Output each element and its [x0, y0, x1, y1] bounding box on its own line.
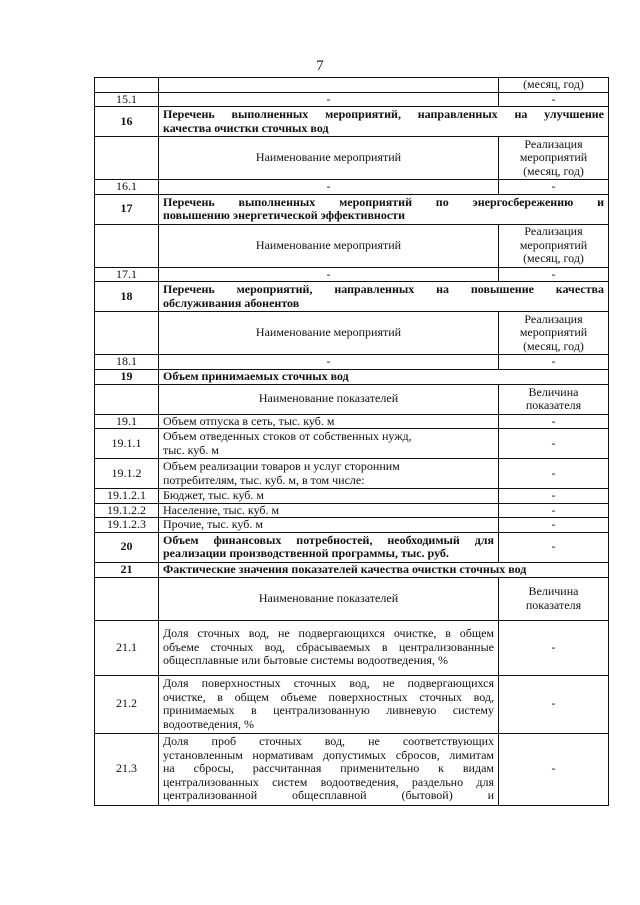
value-cell: -: [499, 267, 609, 282]
section-number: 16: [95, 107, 159, 137]
section-number: 20: [95, 532, 159, 562]
indicator-name: Доля поверхностных сточных вод, не подвергающихся очистке, в общем объеме поверхностных сточных вод, принимаемых в централизованную ливневую систему водоотведения, %: [159, 675, 499, 733]
section-header-row: [95, 562, 609, 577]
value-cell: -: [159, 180, 499, 195]
page-number: 7: [316, 58, 324, 74]
row-number: 18.1: [95, 355, 159, 370]
indicator-name: Бюджет, тыс. куб. м: [159, 489, 499, 504]
value-cell: -: [159, 267, 499, 282]
table-row: [95, 429, 609, 459]
table-row: [95, 267, 609, 282]
table-row: [95, 503, 609, 518]
value-cell: -: [499, 503, 609, 518]
table-row: [95, 78, 609, 93]
section-number: 21: [95, 562, 159, 577]
section-title: Перечень мероприятий, направленных на повышение качества обслуживания абонентов: [159, 282, 609, 312]
section-header-row: [95, 369, 609, 384]
section-number: 18: [95, 282, 159, 312]
column-header: Наименование мероприятий: [159, 137, 499, 180]
section-header-row: [95, 194, 609, 224]
value-cell: -: [499, 518, 609, 533]
table-row: [95, 489, 609, 504]
table-row: [95, 675, 609, 733]
row-number: 16.1: [95, 180, 159, 195]
column-header-row: [95, 312, 609, 355]
value-cell: -: [159, 355, 499, 370]
section-header-row: [95, 107, 609, 137]
column-header: Реализация мероприятий (месяц, год): [499, 224, 609, 267]
value-cell: -: [499, 180, 609, 195]
section-header-row: [95, 282, 609, 312]
section-header-row: [95, 532, 609, 562]
section-title: Перечень выполненных мероприятий, направленных на улучшение качества очистки сточных вод: [159, 107, 609, 137]
value-cell: -: [159, 92, 499, 107]
row-number: 21.3: [95, 733, 159, 805]
column-header: Реализация мероприятий (месяц, год): [499, 137, 609, 180]
column-header-row: [95, 224, 609, 267]
row-number: 19.1.2.2: [95, 503, 159, 518]
table-row: [95, 414, 609, 429]
table-row: [95, 355, 609, 370]
value-cell: -: [499, 414, 609, 429]
value-cell: -: [499, 620, 609, 675]
row-number: 19.1: [95, 414, 159, 429]
table-row: [95, 518, 609, 533]
column-header-row: [95, 384, 609, 414]
production-program-table: [94, 77, 609, 806]
value-cell: -: [499, 355, 609, 370]
value-cell: -: [499, 92, 609, 107]
value-cell: -: [499, 675, 609, 733]
table-row: [95, 620, 609, 675]
value-cell: -: [499, 429, 609, 459]
value-cell: -: [499, 733, 609, 805]
indicator-name: Объем отведенных стоков от собственных нужд, тыс. куб. м: [159, 429, 499, 459]
month-year-cell: (месяц, год): [499, 78, 609, 93]
column-header-row: [95, 577, 609, 620]
column-header-row: [95, 137, 609, 180]
value-cell: -: [499, 489, 609, 504]
column-header: Наименование показателей: [159, 384, 499, 414]
section-title: Объем финансовых потребностей, необходимый для реализации производственной программы, тыс. руб.: [159, 532, 499, 562]
section-number: 19: [95, 369, 159, 384]
row-number: 19.1.1: [95, 429, 159, 459]
value-cell: -: [499, 459, 609, 489]
indicator-name: Прочие, тыс. куб. м: [159, 518, 499, 533]
section-number: 17: [95, 194, 159, 224]
indicator-name: Доля сточных вод, не подвергающихся очистке, в общем объеме сточных вод, сбрасываемых в централизованные общесплавные или бытовые системы водоотведения, %: [159, 620, 499, 675]
column-header: Наименование мероприятий: [159, 224, 499, 267]
row-number: 19.1.2.1: [95, 489, 159, 504]
indicator-name: Доля проб сточных вод, не соответствующих установленным нормативам допустимых сбросов, лимитам на сбросы, рассчитанная применительно к видам централизованных систем водоотведения, раздельно для централизованной общесплавной (бытовой) и: [159, 733, 499, 805]
value-cell: -: [499, 532, 609, 562]
indicator-name: Объем реализации товаров и услуг сторонним потребителям, тыс. куб. м, в том числе:: [159, 459, 499, 489]
column-header: Величина показателя: [499, 577, 609, 620]
column-header: Наименование показателей: [159, 577, 499, 620]
row-number: 15.1: [95, 92, 159, 107]
row-number: 21.1: [95, 620, 159, 675]
row-number: 19.1.2.3: [95, 518, 159, 533]
column-header: Реализация мероприятий (месяц, год): [499, 312, 609, 355]
table-row: [95, 459, 609, 489]
row-number: 17.1: [95, 267, 159, 282]
row-number: 19.1.2: [95, 459, 159, 489]
column-header: Наименование мероприятий: [159, 312, 499, 355]
indicator-name: Объем отпуска в сеть, тыс. куб. м: [159, 414, 499, 429]
indicator-name: Население, тыс. куб. м: [159, 503, 499, 518]
table-row: [95, 92, 609, 107]
section-title: Перечень выполненных мероприятий по энергосбережению и повышению энергетической эффективности: [159, 194, 609, 224]
section-title: Объем принимаемых сточных вод: [159, 369, 609, 384]
row-number: 21.2: [95, 675, 159, 733]
table-row: [95, 180, 609, 195]
column-header: Величина показателя: [499, 384, 609, 414]
table-row: [95, 733, 609, 805]
section-title: Фактические значения показателей качества очистки сточных вод: [159, 562, 609, 577]
